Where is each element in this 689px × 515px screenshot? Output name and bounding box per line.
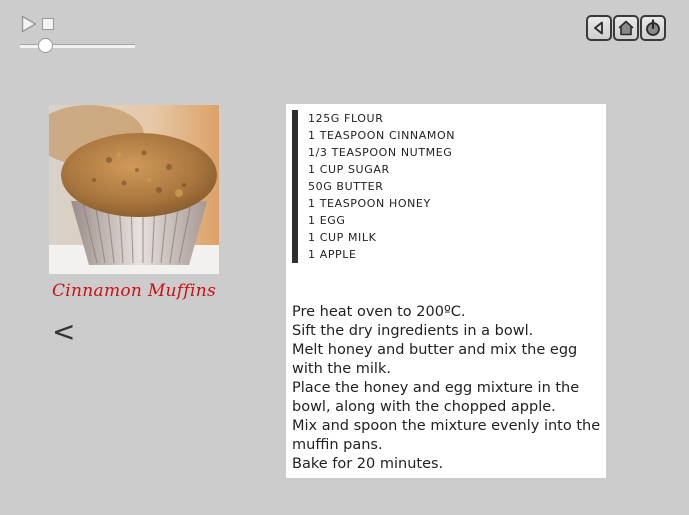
slider-thumb[interactable] [38,38,53,53]
ingredient-item: 1/3 TEASPOON NUTMEG [308,146,453,159]
method-text [292,303,604,474]
play-icon[interactable] [21,15,37,33]
ingredient-item: 1 CUP MILK [308,231,377,244]
method-step: Mix and spoon the mixture evenly into the muffin pans. [292,418,601,453]
home-button[interactable] [613,15,639,41]
nav-button-group [586,15,666,41]
power-icon [644,19,662,37]
ingredient-item: 50G BUTTER [308,180,384,193]
ingredient-item: 1 EGG [308,214,346,227]
recipe-card [286,104,606,478]
back-button[interactable] [586,15,612,41]
ingredient-item: 1 TEASPOON CINNAMON [308,129,456,142]
home-icon [618,20,634,36]
ingredient-item: 125G FLOUR [308,112,384,125]
stop-icon[interactable] [42,18,54,30]
power-button[interactable] [640,15,666,41]
method-step: Melt honey and butter and mix the egg with the milk. [292,342,578,377]
muffin-photo [49,105,219,274]
back-arrow[interactable]: < [52,315,76,348]
ingredient-item: 1 TEASPOON HONEY [308,197,431,210]
back-icon [592,21,606,35]
ingredient-item: 1 CUP SUGAR [308,163,390,176]
recipe-title: Cinnamon Muffins [51,281,217,301]
method-step: Place the honey and egg mixture in the bowl, along with the chopped apple. [292,380,580,415]
method-step: Bake for 20 minutes. [292,456,444,472]
method-step: Sift the dry ingredients in a bowl. [292,323,534,339]
method-step: Pre heat oven to 200ºC. [292,304,466,320]
ingredient-item: 1 APPLE [308,248,357,261]
ingredient-list [292,110,455,263]
